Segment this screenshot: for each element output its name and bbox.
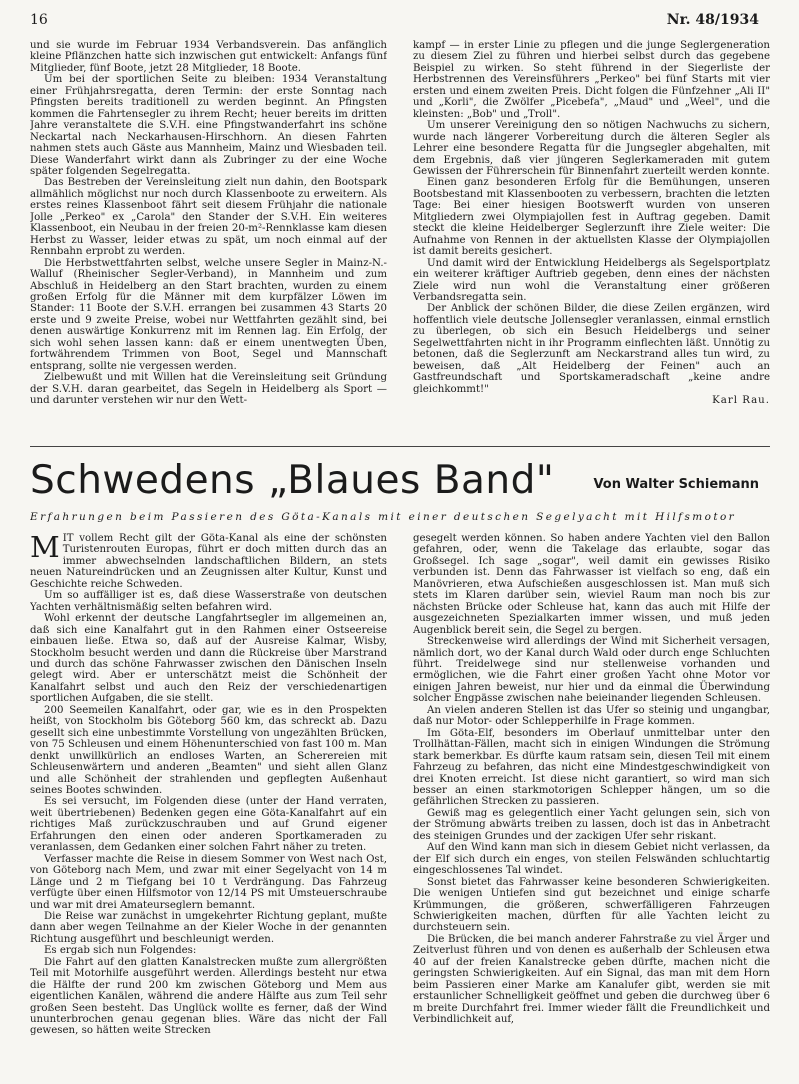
paragraph: Der Anblick der schönen Bilder, die diese Zeilen ergänzen, wird hoffentlich viele deutsche Jollensegler veranlassen, einmal ernstlich zu überlegen, ob sich ein Besuch Heidelbergs und seiner Segelwettfahrten nicht in ihr Programm einflechten läßt. Unnötig zu betonen, daß die Seglerzunft am Neckarstrand alles tun wird, zu beweisen, daß „Alt Heidelberg der Feinen" auch an Gastfreundschaft und Sportskameradschaft „keine andre gleichkommt!" (413, 303, 770, 395)
paragraph: Streckenweise wird allerdings der Wind mit Sicherheit versagen, nämlich dort, wo der Kanal durch Wald oder durch enge Schluchten führt. Treidelwege sind nur stellenweise vorhanden und ermöglichen, wie die Fahrt einer großen Yacht ohne Motor vor einigen Jahren beweist, nur hier und da einmal die Überwindung solcher Engpässe zwischen nahe beieinander liegenden Schleusen. (413, 636, 770, 705)
paragraph: Die Reise war zunächst in umgekehrter Richtung geplant, mußte dann aber wegen Teilnahme an der Kieler Woche in der genannten Richtung ausgeführt und beschleunigt werden. (30, 910, 387, 945)
paragraph: Das Bestreben der Vereinsleitung zielt nun dahin, den Bootspark allmählich möglichst nur noch durch Klassenboote zu erweitern. Als erstes reines Klassenboot fährt seit diesem Frühjahr die nationale Jolle „Perkeo" ex „Carola" den Stander der S.V.H. Ein weiteres Klassenboot, ein Neubau in der freien 20-m²-Rennklasse kam diesen Herbst zu Wasser, leider etwas zu spät, um noch einmal auf der Rennbahn erprobt zu werden. (30, 177, 387, 258)
paragraph: IT vollem Recht gilt der Göta-Kanal als eine der schönsten Turistenrouten Europas, führt er doch mitten durch das an immer abwechselnden landschaftlichen Bildern, an stets neuen Natureindrücken und an Zeugnissen alter Kultur, Kunst und Geschichte reiche Schweden. (30, 533, 387, 590)
paragraph: Verfasser machte die Reise in diesem Sommer von West nach Ost, von Göteborg nach Mem, und zwar mit einer Segelyacht von 14 m Länge und 2 m Tiefgang bei 10 t Verdrängung. Das Fahrzeug verfügte über einen Hilfsmotor von 12/14 PS mit Umsteuerschraube und war mit drei Amateurseglern bemannt. (30, 853, 387, 911)
article-subtitle: Erfahrungen beim Passieren des Göta-Kanals mit einer deutschen Segelyacht mit Hilfsmotor (30, 511, 737, 523)
paragraph: kampf — in erster Linie zu pflegen und die junge Seglergeneration zu diesem Ziel zu führen und hierbei selbst durch das gegebene Beispiel zu wirken. So steht führend in der Siegerliste der Herbstrennen des Vereinsführers „Perkeo" bei fünf Starts mit vier ersten und einem zweiten Preis. Dicht folgen die Fünfzehner „Ali II" und „Korli", die Zwölfer „Picebefa", „Maud" und „Weel", und die kleinsten: „Bob" und „Troll". (413, 40, 770, 120)
paragraph: Um unserer Vereinigung den so nötigen Nachwuchs zu sichern, wurde nach längerer Vorbereitung durch die älteren Segler als Lehrer eine besondere Regatta für die Jungsegler abgehalten, mit dem Ergebnis, daß vier jüngeren Seglerkameraden mit gutem Gewissen der Führerschein für Binnenfahrt zuerteilt werden konnte. (413, 120, 770, 177)
paragraph: Es sei versucht, im Folgenden diese (unter der Hand verraten, weit übertriebenen) Bedenken gegen eine Göta-Kanalfahrt auf ein richtiges Maß zurückzuschrauben und auf Grund eigener Erfahrungen den einen oder anderen Sportkameraden zu veranlassen, dem Gedanken einer solchen Fahrt näher zu treten. (30, 796, 387, 854)
article-right-column (413, 533, 770, 1078)
paragraph: Auf den Wind kann man sich in diesem Gebiet nicht verlassen, da der Elf sich durch ein enges, von steilen Felswänden schluchtartig eingeschlossenes Tal windet. (413, 842, 770, 877)
drop-cap: M (30, 533, 60, 564)
article-byline: Von Walter Schiemann (593, 477, 759, 492)
paragraph: Im Göta-Elf, besonders im Oberlauf unmittelbar unter den Trollhättan-Fällen, macht sich in einigen Windungen die Strömung stark bemerkbar. Es dürfte kaum ratsam sein, diesen Teil mit einem Fahrzeug zu befahren, das nicht eine Mindestgeschwindigkeit von drei Knoten erreicht. Ist diese nicht garantiert, so wird man sich besser an einen starkmotorigen Schlepper hängen, um so die gefährlichen Strecken zu passieren. (413, 727, 770, 808)
paragraph: 200 Seemeilen Kanalfahrt, oder gar, wie es in den Prospekten heißt, von Stockholm bis Göteborg 560 km, das schreckt ab. Dazu gesellt sich eine unbestimmte Vorstellung von ungezählten Brücken, von 75 Schleusen und einem Höhenunterschied von fast 100 m. Man denkt unwillkürlich an endloses Warten, an Scherereien mit Schleusenwärtern und anderen „Beamten" und sieht allen Glanz und alle Schönheit der strahlenden und gepflegten Außenhaut seines Bootes schwinden. (30, 704, 387, 796)
paragraph: Und damit wird der Entwicklung Heidelbergs als Segelsportplatz ein weiterer kräftiger Auftrieb gegeben, denn eines der nächsten Ziele wird nun wohl die Veranstaltung einer größeren Verbandsregatta sein. (413, 257, 770, 303)
paragraph: Die Brücken, die bei manch anderer Fahrstraße zu viel Ärger und Zeitverlust führen und von denen es außerhalb der Schleusen etwa 40 auf der freien Kanalstrecke geben dürfte, machen nicht die geringsten Schwierigkeiten. Auf ein Signal, das man mit dem Horn beim Passieren einer Marke am Kanalufer gibt, werden sie mit erstaunlicher Schnelligkeit geöffnet und geben die durchweg über 6 m breite Durchfahrt frei. Immer wieder fällt die Freundlichkeit und Verbindlichkeit auf, (413, 933, 770, 1026)
section-divider (30, 446, 770, 447)
paragraph: An vielen anderen Stellen ist das Ufer so steinig und ungangbar, daß nur Motor- oder Schlepperhilfe in Frage kommen. (413, 704, 770, 728)
author-signature: Karl Rau. (712, 395, 770, 407)
paragraph: Sonst bietet das Fahrwasser keine besonderen Schwierigkeiten. Die wenigen Untiefen sind gut bezeichnet und einige scharfe Krümmungen, die größeren, schwerfälligeren Fahrzeugen Schwierigkeiten machen, dürften für alle Yachten leicht zu durchsteuern sein. (413, 876, 770, 934)
paragraph: Um so auffälliger ist es, daß diese Wasserstraße von deutschen Yachten verhältnismäßig selten befahren wird. (30, 590, 387, 613)
top-right-column (413, 40, 770, 442)
page-number: 16 (30, 12, 48, 28)
top-left-column (30, 40, 387, 442)
paragraph: Wohl erkennt der deutsche Langfahrtsegler im allgemeinen an, daß sich eine Kanalfahrt gut in den Rahmen einer Ostseereise einbauen ließe. Etwa so, daß auf der Ausreise Kalmar, Wisby, Stockholm besucht werden und dann die Rückreise über Marstrand und durch das schöne Fahrwasser zwischen den Dänischen Inseln gelegt wird. Aber er unterschätzt meist die Schönheit der Kanalfahrt selbst und auch den Reiz der verschiedenartigen sportlichen Aufgaben, die sie stellt. (30, 613, 387, 705)
article-title: Schwedens „Blaues Band" (30, 458, 555, 503)
issue-number: Nr. 48/1934 (666, 12, 759, 28)
paragraph: Es ergab sich nun Folgendes: (44, 945, 197, 957)
paragraph: Einen ganz besonderen Erfolg für die Bemühungen, unseren Bootsbestand mit Klassenbooten zu verbessern, brachten die letzten Tage: Bei einer hiesigen Bootswerft wurden von unseren Mitgliedern zwei Olympiajollen fest in Auftrag gegeben. Damit steckt die kleine Heidelberger Seglerzunft ihre Ziele weiter: Die Aufnahme von Rennen in der aktuellsten Klasse der Olympiajollen ist damit bereits gesichert. (413, 177, 770, 258)
paragraph: Um bei der sportlichen Seite zu bleiben: 1934 Veranstaltung einer Frühjahrsregatta, deren Termin: der erste Sonntag nach Pfingsten bereits traditionell zu werden beginnt. An Pfingsten kommen die Fahrtensegler zu ihrem Recht; heuer bereits im dritten Jahre veranstaltete die S.V.H. eine Pfingstwanderfahrt ins schöne Neckartal nach Neckarhausen-Hirschhorn. An diesen Fahrten nahmen stets auch Gäste aus Mannheim, Mainz und Wiesbaden teil. Diese Wanderfahrt wirkt dann als Zubringer zu der eine Woche später folgenden Segelregatta. (30, 74, 387, 177)
paragraph: Zielbewußt und mit Willen hat die Vereinsleitung seit Gründung der S.V.H. daran gearbeitet, das Segeln in Heidelberg als Sport — und darunter verstehen wir nur den Wett- (30, 372, 387, 407)
paragraph: gesegelt werden können. So haben andere Yachten viel den Ballon gefahren, oder, wenn die Takelage das erlaubte, sogar das Großsegel. Ich sage „sogar", weil damit ein gewisses Risiko verbunden ist. Denn das Fahrwasser ist vielfach so eng, daß ein Manövrieren, etwa Aufschießen ausgeschlossen ist. Man muß sich stets im Klaren darüber sein, wieviel Raum man noch bis zur nächsten Brücke oder Schleuse hat, kann das auch mit Hilfe der ausgezeichneten Spezialkarten immer wissen, und muß jeden Augenblick bereit sein, die Segel zu bergen. (413, 533, 770, 636)
article-left-column (30, 533, 387, 1078)
paragraph: Die Fahrt auf den glatten Kanalstrecken mußte zum allergrößten Teil mit Motorhilfe ausgeführt werden. Allerdings besteht nur etwa die Hälfte der rund 200 km zwischen Göteborg und Mem aus eigentlichen Kanälen, während die andere Hälfte aus zum Teil sehr großen Seen besteht. Das Unglück wollte es ferner, daß der Wind ununterbrochen genau gegenan blies. Wäre das nicht der Fall gewesen, so hätten weite Strecken (30, 956, 387, 1037)
paragraph: Die Herbstwettfahrten selbst, welche unsere Segler in Mainz-N.-Walluf (Rheinischer Segler-Verband), in Mannheim und zum Abschluß in Heidelberg an den Start brachten, wurden zu einem großen Erfolg für die Männer mit dem kurpfälzer Löwen im Stander: 11 Boote der S.V.H. errangen bei zusammen 43 Starts 20 erste und 9 zweite Preise, wobei nur Wettfahrten gezählt sind, bei denen auswärtige Konkurrenz mit im Rennen lag. Ein Erfolg, der sich wohl sehen lassen kann: daß er einem unentwegten Üben, fortwährendem Trimmen von Boot, Segel und Mannschaft entsprang, sollte nie vergessen werden. (30, 257, 387, 372)
paragraph: und sie wurde im Februar 1934 Verbandsverein. Das anfänglich kleine Pflänzchen hatte sich inzwischen gut entwickelt: Anfangs fünf Mitglieder, fünf Boote, jetzt 28 Mitglieder, 18 Boote. (30, 40, 387, 74)
paragraph: Gewiß mag es gelegentlich einer Yacht gelungen sein, sich von der Strömung abwärts treiben zu lassen, doch ist das in Anbetracht des steinigen Grundes und der zackigen Ufer sehr riskant. (413, 807, 770, 842)
